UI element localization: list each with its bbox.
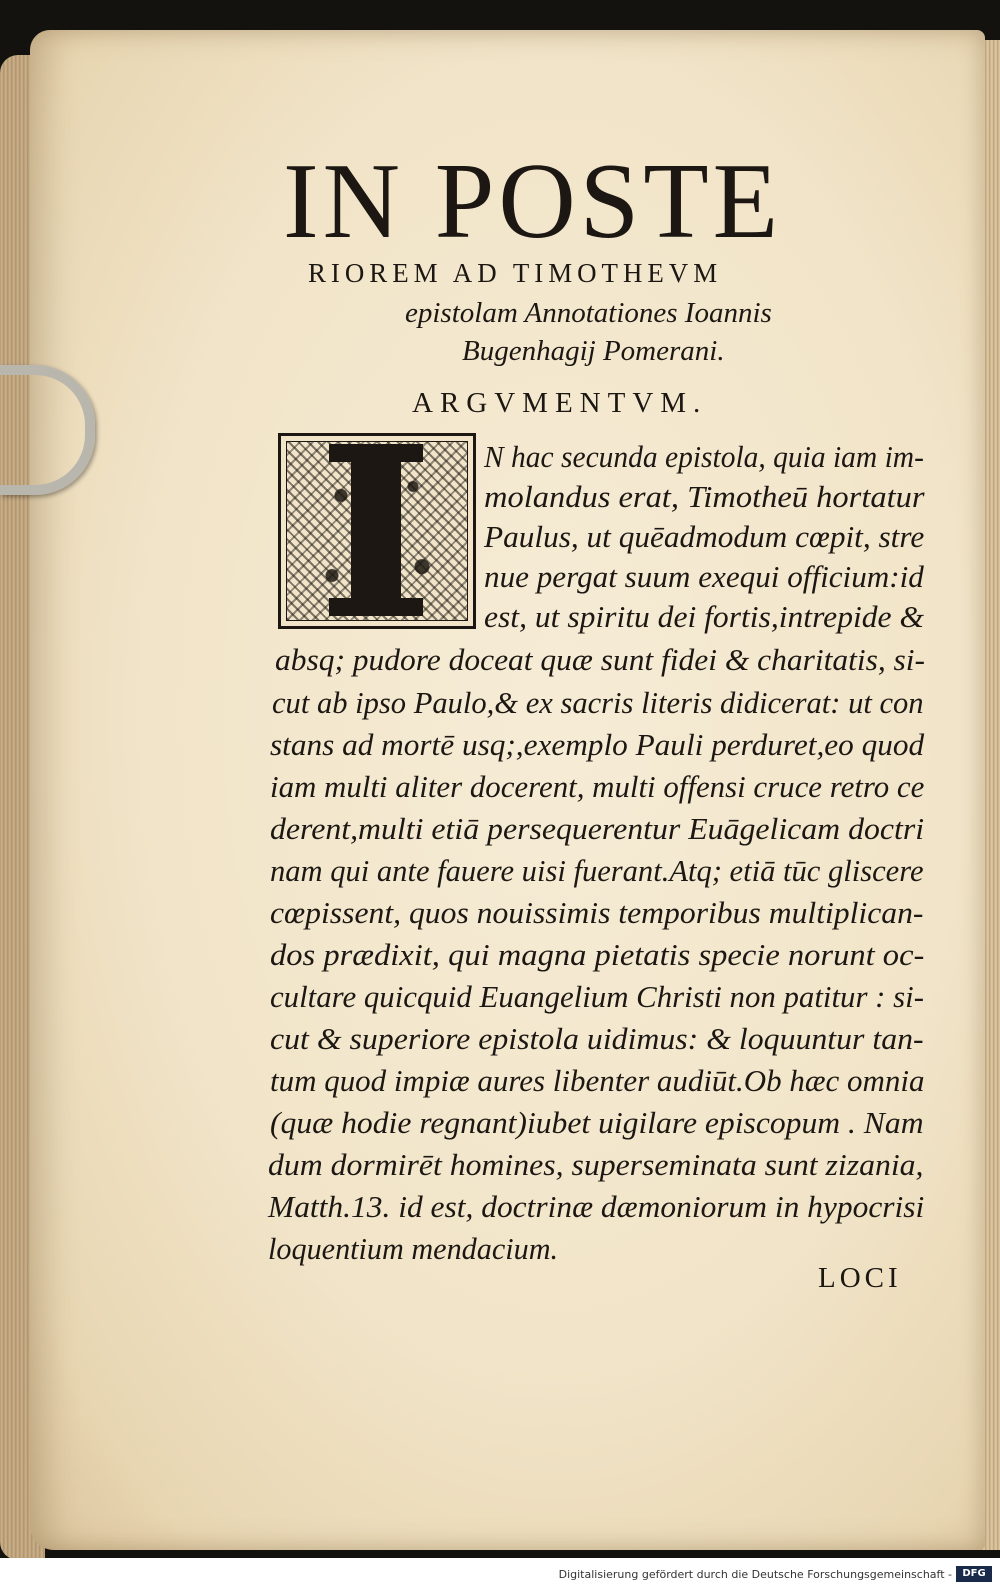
body-line: molandus erat, Timotheū hortatur (484, 480, 925, 514)
catchword: LOCI (818, 1262, 902, 1294)
body-line: loquentium mendacium. (268, 1232, 559, 1266)
body-line: nam qui ante fauere uisi fuerant.Atq; etiā tūc gliscere (270, 854, 924, 888)
body-line: (quæ hodie regnant)iubet uigilare episcopum . Nam (270, 1106, 924, 1140)
body-line: Matth.13. id est, doctrinæ dæmoniorum in hypocrisi (268, 1190, 925, 1224)
title-line-3: epistolam Annotationes Ioannis (405, 297, 772, 329)
body-line: stans ad mortē usq;,exemplo Pauli perduret,eo quod (270, 728, 925, 762)
body-line: cut & superiore epistola uidimus: & loquuntur tan- (270, 1022, 924, 1056)
body-line: iam multi aliter docerent, multi offensi cruce retro ce (270, 770, 925, 804)
body-line: dos prædixit, qui magna pietatis specie norunt oc- (270, 938, 925, 972)
body-line: cœpissent, quos nouissimis temporibus multiplican- (270, 896, 924, 930)
body-line: absq; pudore doceat quæ sunt fidei & charitatis, si- (275, 643, 926, 677)
body-line: tum quod impiæ aures libenter audiūt.Ob hæc omnia (270, 1064, 925, 1098)
body-line: nue pergat suum exequi officium:id (484, 560, 924, 594)
dfg-logo: DFG (956, 1566, 992, 1582)
body-line: derent,multi etiā persequerentur Euāgelicam doctri (270, 812, 925, 846)
title-line-4: Bugenhagij Pomerani. (462, 335, 725, 367)
body-line: N hac secunda epistola, quia iam im- (484, 440, 924, 474)
body-line: Paulus, ut quēadmodum cœpit, stre (484, 520, 925, 554)
argument-heading: ARGVMENTVM. (412, 387, 708, 419)
body-line: cultare quicquid Euangelium Christi non patitur : si- (270, 980, 924, 1014)
body-line: est, ut spiritu dei fortis,intrepide & (484, 600, 925, 634)
title-line-2: RIOREM AD TIMOTHEVM (308, 258, 723, 288)
title-line-1: IN POSTE (283, 142, 783, 261)
decorated-initial-i (278, 433, 476, 629)
footer-credit: Digitalisierung gefördert durch die Deutsche Forschungsgemeinschaft - (558, 1568, 952, 1581)
initial-letter-glyph (351, 444, 401, 616)
body-line: dum dormirēt homines, superseminata sunt zizania, (268, 1148, 924, 1182)
body-line: cut ab ipso Paulo,& ex sacris literis didicerat: ut con (272, 686, 924, 720)
